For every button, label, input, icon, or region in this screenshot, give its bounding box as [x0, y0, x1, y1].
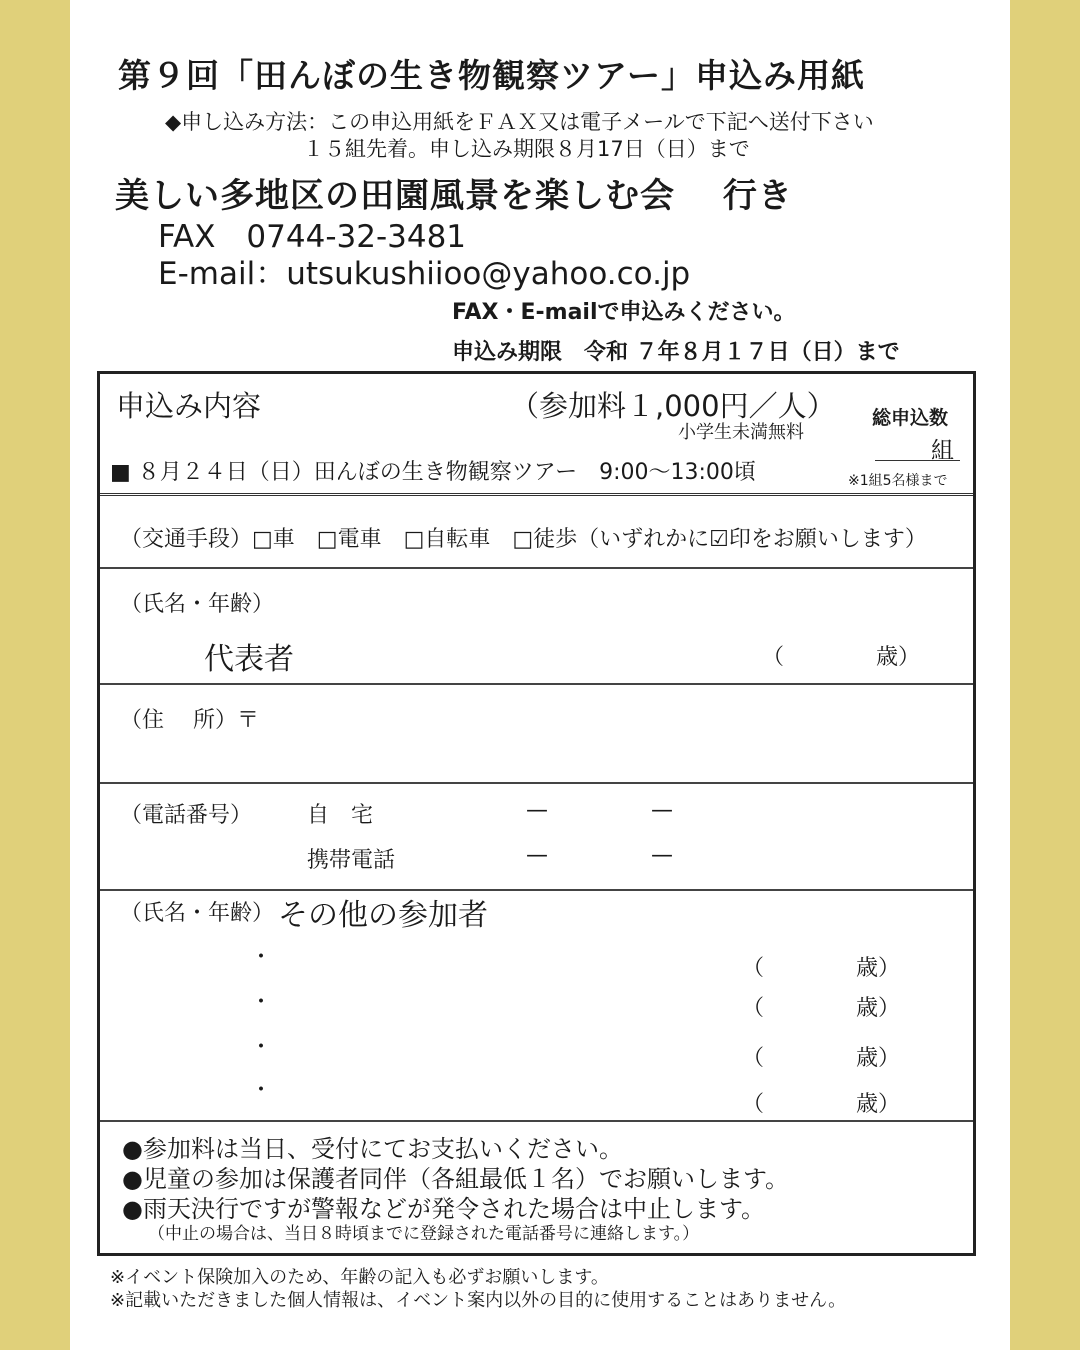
- name-age-label: （氏名・年齢）: [120, 592, 275, 617]
- age-open-paren: （: [742, 956, 765, 981]
- participant-bullet: ・: [250, 1035, 273, 1060]
- application-method: ◆申し込み方法：この申込用紙をＦＡＸ又は電子メールで下記へ送付下さい: [165, 110, 874, 134]
- address-label: （住 所）〒: [120, 708, 259, 733]
- divider: [100, 683, 973, 685]
- deadline-line: 申込み期限 令和 ７年８月１７日（日）まで: [452, 340, 900, 365]
- age-open-paren: （: [742, 1046, 765, 1071]
- age-unit: 歳）: [876, 645, 921, 670]
- divider: [100, 1120, 973, 1122]
- participation-fee: （参加料１,000円／人）: [510, 389, 836, 423]
- total-groups-unit: 組: [931, 438, 954, 464]
- mobile-phone-label: 携帯電話: [307, 848, 396, 873]
- divider: [100, 567, 973, 569]
- group-size-note: ※1組5名様まで: [848, 473, 948, 489]
- participant-bullet: ・: [250, 945, 273, 970]
- note-item: ●雨天決行ですが警報などが発令された場合は中止します。: [122, 1195, 766, 1223]
- organization-name: 美しい多地区の田園風景を楽しむ会 行き: [115, 176, 793, 216]
- total-groups-label: 総申込数: [872, 407, 949, 429]
- other-participants-label: その他の参加者: [278, 898, 488, 933]
- other-name-age-label: （氏名・年齢）: [120, 901, 275, 926]
- divider: [100, 493, 973, 498]
- divider: [100, 782, 973, 784]
- total-groups-field[interactable]: [875, 460, 960, 461]
- participant-bullet: ・: [250, 1078, 273, 1103]
- age-unit: 歳）: [856, 1092, 901, 1117]
- age-open-paren: （: [742, 1092, 765, 1117]
- home-phone-label: 自 宅: [307, 803, 374, 828]
- home-phone-dash: —: [651, 798, 673, 823]
- note-item: ●児童の参加は保護者同伴（各組最低１名）でお願いします。: [122, 1165, 790, 1193]
- footer-note: ※イベント保険加入のため、年齢の記入も必ずお願いします。: [110, 1267, 609, 1288]
- age-unit: 歳）: [856, 996, 901, 1021]
- content-label: 申込み内容: [116, 389, 262, 423]
- representative-label: 代表者: [204, 642, 294, 677]
- page-title: 第９回「田んぼの生き物観察ツアー」申込み用紙: [118, 56, 866, 95]
- apply-instruction: FAX・E-mailで申込みください。: [452, 300, 796, 325]
- application-deadline-note: １５組先着。申し込み期限８月17日（日）まで: [303, 137, 750, 161]
- transport-options[interactable]: （交通手段）□車 □電車 □自転車 □徒歩（いずれかに☑印をお願いします）: [120, 527, 927, 552]
- divider: [100, 889, 973, 891]
- footer-note: ※記載いただきました個人情報は、イベント案内以外の目的に使用することはありません。: [110, 1290, 847, 1311]
- participant-bullet: ・: [250, 990, 273, 1015]
- note-item: ●参加料は当日、受付にてお支払いください。: [122, 1135, 623, 1163]
- age-open-paren: （: [762, 645, 785, 670]
- fax-number: FAX 0744-32-3481: [158, 219, 467, 255]
- home-phone-dash: —: [526, 798, 548, 823]
- age-unit: 歳）: [856, 1046, 901, 1071]
- email-address: E-mail：utsukushiioo@yahoo.co.jp: [158, 256, 691, 292]
- mobile-phone-dash: —: [651, 843, 673, 868]
- fee-note: 小学生未満無料: [678, 422, 804, 443]
- phone-label: （電話番号）: [120, 803, 253, 828]
- event-line: ■ ８月２４日（日）田んぼの生き物観察ツアー 9:00～13:00頃: [110, 460, 756, 485]
- age-unit: 歳）: [856, 956, 901, 981]
- age-open-paren: （: [742, 996, 765, 1021]
- cancellation-note: （中止の場合は、当日８時頃までに登録された電話番号に連絡します。）: [148, 1224, 700, 1244]
- mobile-phone-dash: —: [526, 843, 548, 868]
